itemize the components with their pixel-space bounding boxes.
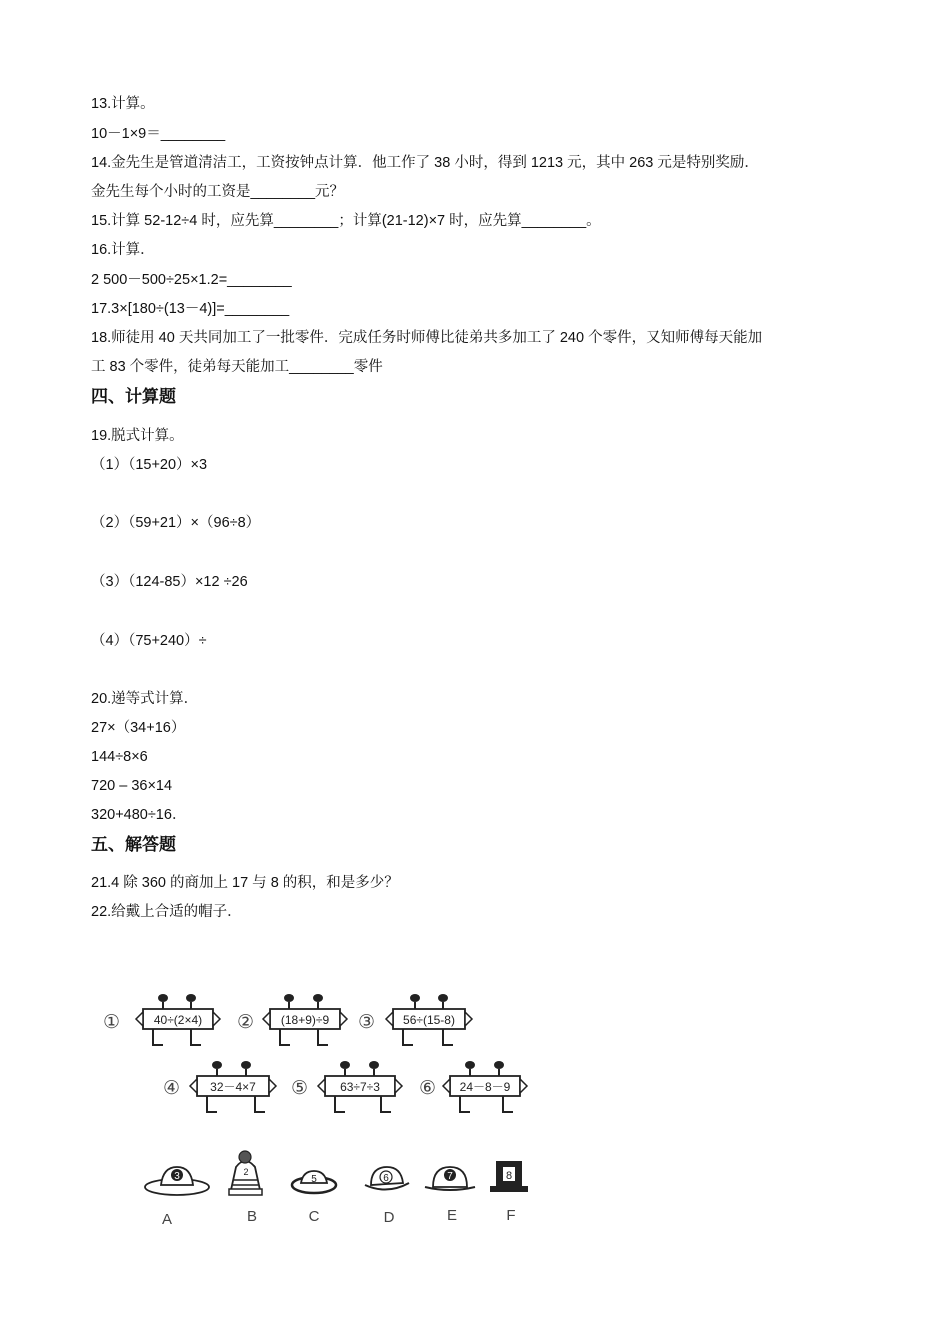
q20-item-1: 27×（34+16） — [91, 720, 186, 736]
robot-2 — [237, 994, 347, 1045]
section-heading-5: 五、解答题 — [91, 835, 176, 855]
hat-a-number: 3 — [174, 1171, 180, 1182]
q14-text-1: 14.金先生是管道清洁工，工资按钟点计算．他工作了 38 小时，得到 1213 元，其中 263 元是特别奖励． — [91, 155, 759, 171]
q19-title: 19.脱式计算。 — [91, 428, 184, 444]
hat-c — [292, 1171, 336, 1225]
q15-text: 15.计算 52-12÷4 时，应先算________；计算(21-12)×7 时，应先算________。 — [91, 213, 601, 229]
robot-eye-icon — [369, 1061, 379, 1069]
robots-and-hats-figure — [95, 985, 545, 1230]
hat-f — [490, 1161, 528, 1224]
robot-4 — [163, 1061, 276, 1112]
hat-f-number: 8 — [505, 1170, 513, 1182]
hat-d-label: D — [383, 1209, 395, 1226]
robot-5 — [291, 1061, 402, 1112]
robot-2-number: ② — [237, 1012, 255, 1033]
robot-6-number: ⑥ — [419, 1078, 437, 1099]
q16-title: 16.计算． — [91, 242, 155, 258]
q21-text: 21.4 除 360 的商加上 17 与 8 的积，和是多少？ — [91, 875, 399, 891]
q18-text-1: 18.师徒用 40 天共同加工了一批零件．完成任务时师傅比徒弟共多加工了 240 个零件，又知师傅每天能加 — [91, 330, 763, 346]
q16-expression: 2 500－500÷25×1.2=________ — [91, 272, 292, 288]
robot-eye-icon — [340, 1061, 350, 1069]
hat-c-number: 5 — [311, 1174, 317, 1185]
hat-b-label: B — [246, 1208, 258, 1225]
robot-eye-icon — [158, 994, 168, 1002]
hat-f-label: F — [506, 1207, 516, 1224]
q19-item-2: （2）（59+21）×（96÷8） — [91, 515, 261, 531]
hat-e-label: E — [446, 1207, 458, 1224]
robot-3-expression: 56÷(15-8) — [403, 1013, 455, 1027]
robot-6-expression: 24－8－9 — [459, 1080, 511, 1094]
q17-text: 17.3×[180÷(13－4)]=________ — [91, 301, 290, 317]
robot-eye-icon — [241, 1061, 251, 1069]
q19-item-4: （4）（75+240）÷ — [91, 633, 207, 649]
robot-2-expression: (18+9)÷9 — [280, 1013, 330, 1027]
robot-1 — [103, 994, 220, 1045]
q14-text-2: 金先生每个小时的工资是________元？ — [91, 184, 345, 200]
robot-eye-icon — [212, 1061, 222, 1069]
robot-3-number: ③ — [358, 1012, 376, 1033]
robot-eye-icon — [494, 1061, 504, 1069]
robot-eye-icon — [313, 994, 323, 1002]
q13-expression: 10－1×9＝________ — [91, 126, 226, 142]
robot-eye-icon — [284, 994, 294, 1002]
hat-e — [425, 1167, 475, 1224]
hat-b-number: 2 — [243, 1167, 249, 1177]
robot-eye-icon — [186, 994, 196, 1002]
robot-4-number: ④ — [163, 1078, 181, 1099]
q22-text: 22.给戴上合适的帽子． — [91, 904, 242, 920]
section-heading-4: 四、计算题 — [91, 387, 176, 407]
hat-b — [229, 1151, 262, 1225]
q20-title: 20.递等式计算． — [91, 691, 199, 707]
robot-3 — [358, 994, 472, 1045]
hat-e-number: 7 — [447, 1171, 453, 1182]
robot-4-expression: 32－4×7 — [210, 1080, 256, 1094]
robot-5-expression: 63÷7÷3 — [340, 1080, 380, 1094]
robot-eye-icon — [438, 994, 448, 1002]
robot-6 — [419, 1061, 527, 1112]
q18-text-2: 工 83 个零件，徒弟每天能加工________零件 — [91, 359, 383, 375]
q20-item-4: 320+480÷16． — [91, 807, 187, 823]
q13-title: 13.计算。 — [91, 96, 155, 112]
hat-d-number: 6 — [383, 1173, 389, 1184]
hat-c-label: C — [308, 1208, 320, 1225]
hat-d — [365, 1167, 409, 1226]
q20-item-2: 144÷8×6 — [91, 749, 148, 765]
q19-item-1: （1）（15+20）×3 — [91, 457, 208, 473]
robot-1-expression: 40÷(2×4) — [153, 1013, 203, 1027]
robot-eye-icon — [410, 994, 420, 1002]
q19-item-3: （3）（124-85）×12 ÷26 — [91, 574, 248, 590]
hat-a-label: A — [161, 1211, 173, 1228]
hat-a — [145, 1167, 209, 1228]
robot-eye-icon — [465, 1061, 475, 1069]
robot-1-number: ① — [103, 1012, 121, 1033]
robot-5-number: ⑤ — [291, 1078, 309, 1099]
q20-item-3: 720 – 36×14 — [91, 778, 173, 794]
